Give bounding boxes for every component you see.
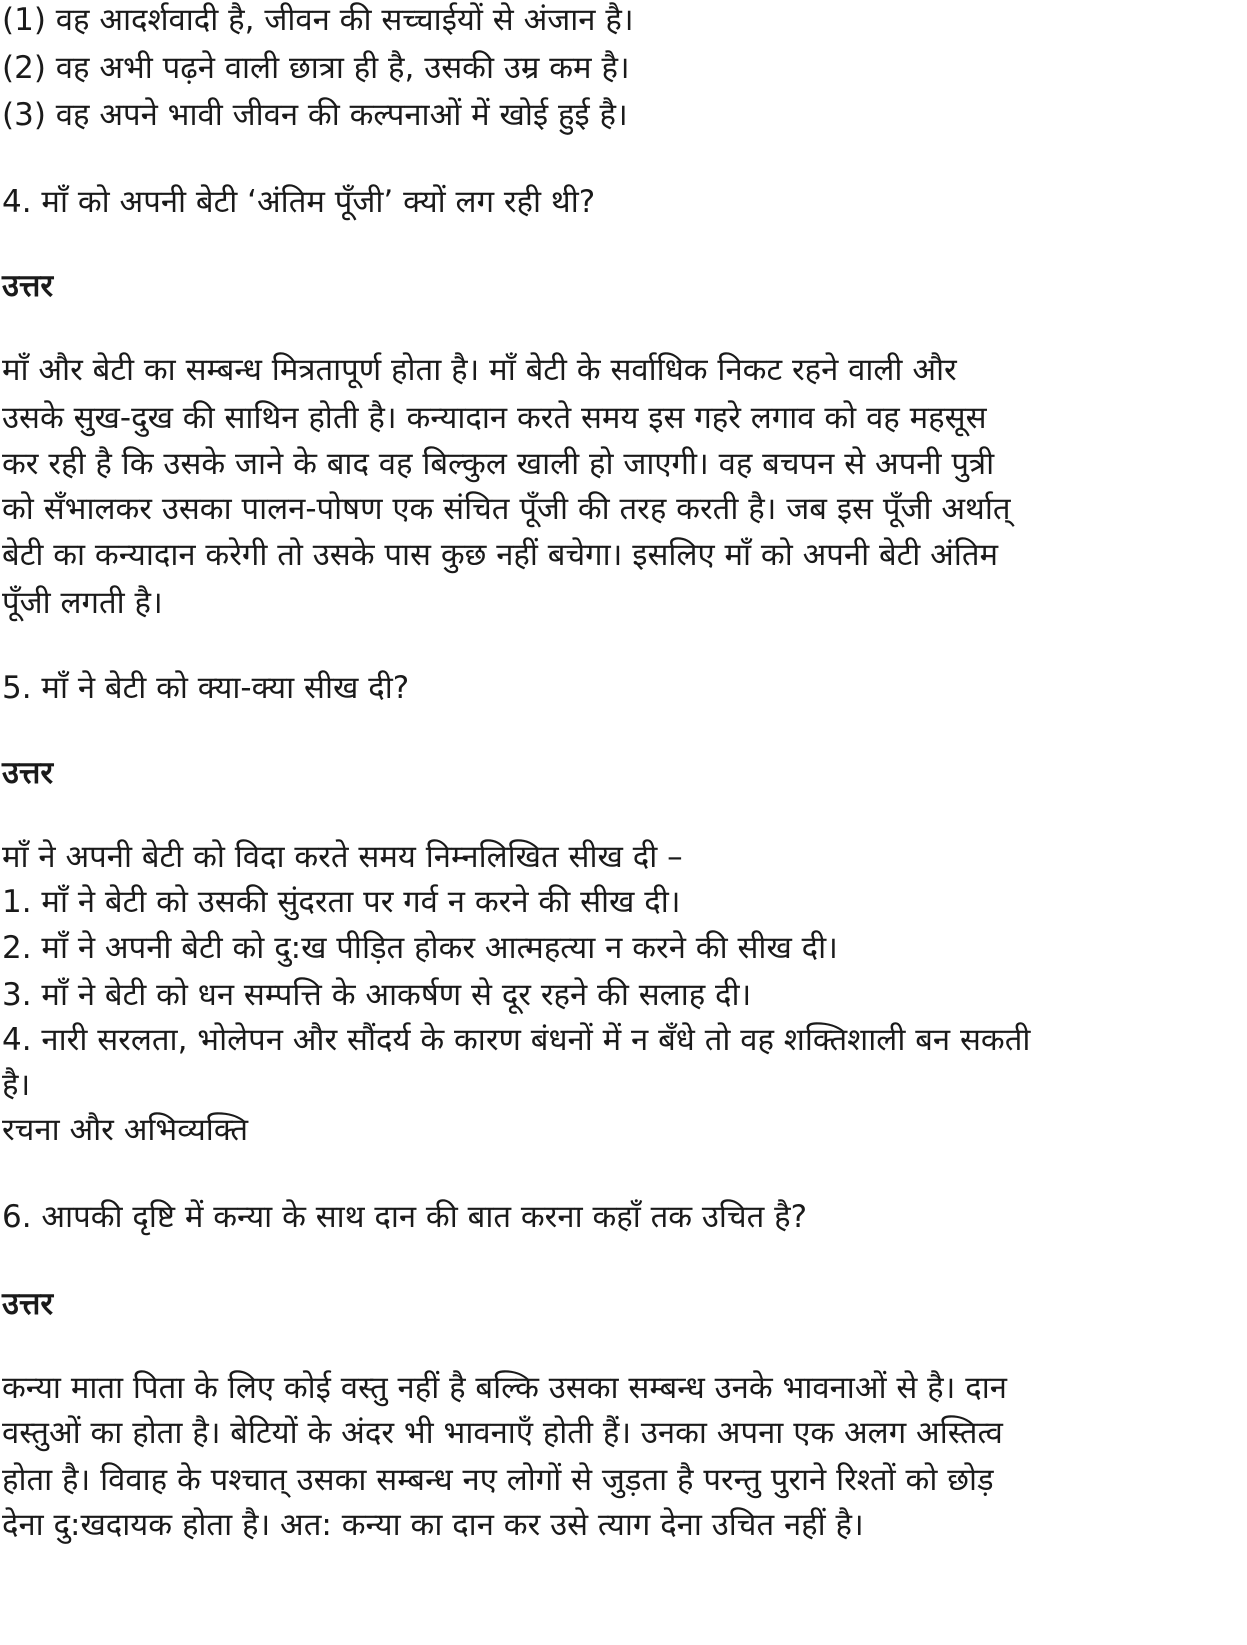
q5-answer-heading: उत्तर: [2, 755, 54, 791]
q6-answer-line: वस्तुओं का होता है। बेटियों के अंदर भी भावनाएँ होती हैं। उनका अपना एक अलग अस्तित्व: [2, 1415, 1003, 1451]
q5-answer-line: 1. माँ ने बेटी को उसकी सुंदरता पर गर्व न करने की सीख दी।: [2, 884, 681, 920]
section-title: रचना और अभिव्यक्ति: [2, 1112, 249, 1148]
question-5: 5. माँ ने बेटी को क्या-क्या सीख दी?: [2, 670, 410, 706]
option-3: (3) वह अपने भावी जीवन की कल्पनाओं में खोई हुई है।: [2, 97, 628, 133]
q4-answer-line: बेटी का कन्यादान करेगी तो उसके पास कुछ नहीं बचेगा। इसलिए माँ को अपनी बेटी अंतिम: [2, 537, 999, 573]
q6-answer-line: देना दु:खदायक होता है। अत: कन्या का दान कर उसे त्याग देना उचित नहीं है।: [2, 1507, 864, 1543]
q4-answer-line: को सँभालकर उसका पालन-पोषण एक संचित पूँजी की तरह करती है। जब इस पूँजी अर्थात्: [2, 491, 1011, 527]
q6-answer-line: कन्या माता पिता के लिए कोई वस्तु नहीं है बल्कि उसका सम्बन्ध उनके भावनाओं से है। दान: [2, 1370, 1007, 1406]
q4-answer-line: पूँजी लगती है।: [2, 585, 163, 621]
q4-answer-line: उसके सुख-दुख की साथिन होती है। कन्यादान करते समय इस गहरे लगाव को वह महसूस: [2, 400, 987, 436]
q5-answer-line: 4. नारी सरलता, भोलेपन और सौंदर्य के कारण बंधनों में न बँधे तो वह शक्तिशाली बन सकती: [2, 1022, 1031, 1058]
q5-answer-line: माँ ने अपनी बेटी को विदा करते समय निम्नलिखित सीख दी –: [2, 839, 683, 875]
q4-answer-line: कर रही है कि उसके जाने के बाद वह बिल्कुल खाली हो जाएगी। वह बचपन से अपनी पुत्री: [2, 446, 995, 482]
q6-answer-heading: उत्तर: [2, 1286, 54, 1322]
q6-answer-line: होता है। विवाह के पश्चात् उसका सम्बन्ध नए लोगों से जुड़ता है परन्तु पुराने रिश्तों को छोड़: [2, 1462, 994, 1498]
question-6: 6. आपकी दृष्टि में कन्या के साथ दान की बात करना कहाँ तक उचित है?: [2, 1199, 808, 1235]
q5-answer-line: है।: [2, 1067, 31, 1103]
q4-answer-heading: उत्तर: [2, 268, 54, 304]
question-4: 4. माँ को अपनी बेटी ‘अंतिम पूँजी’ क्यों लग रही थी?: [2, 184, 596, 220]
option-2: (2) वह अभी पढ़ने वाली छात्रा ही है, उसकी उम्र कम है।: [2, 50, 630, 86]
q5-answer-line: 3. माँ ने बेटी को धन सम्पत्ति के आकर्षण से दूर रहने की सलाह दी।: [2, 977, 752, 1013]
q5-answer-line: 2. माँ ने अपनी बेटी को दु:ख पीड़ित होकर आत्महत्या न करने की सीख दी।: [2, 930, 838, 966]
option-1: (1) वह आदर्शवादी है, जीवन की सच्चाईयों से अंजान है।: [2, 2, 634, 38]
q4-answer-line: माँ और बेटी का सम्बन्ध मित्रतापूर्ण होता है। माँ बेटी के सर्वाधिक निकट रहने वाली और: [2, 352, 957, 388]
